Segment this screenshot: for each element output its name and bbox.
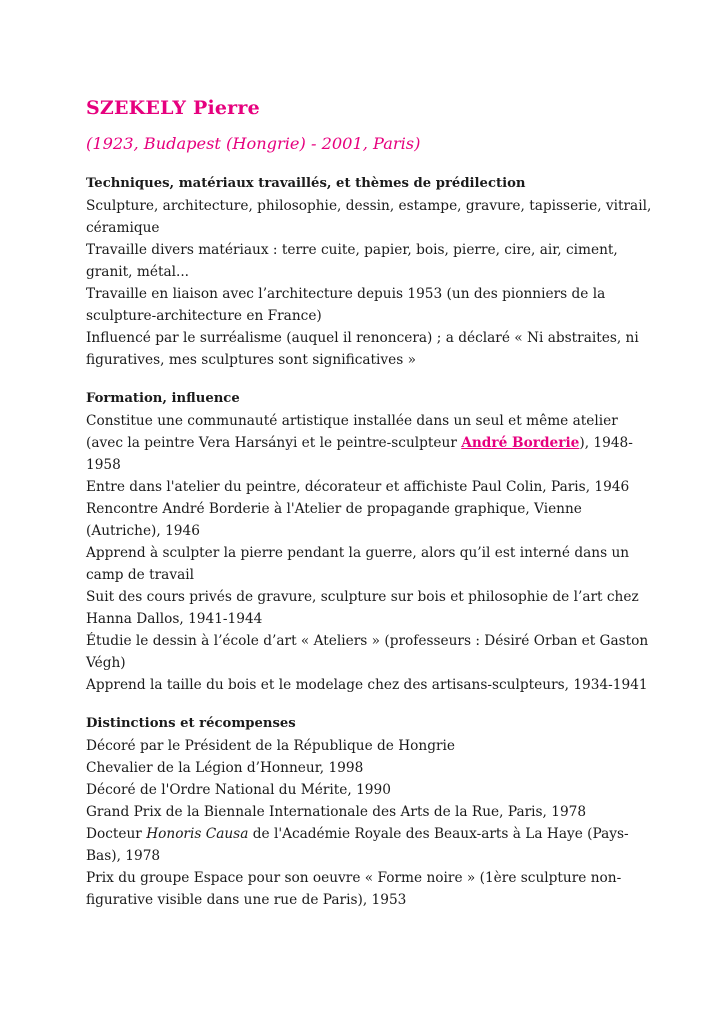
text-line: Prix du groupe Espace pour son oeuvre « Forme noire » (1ère sculpture non- xyxy=(86,870,622,886)
text-line: Suit des cours privés de gravure, sculpture sur bois et philosophie de l’art chez xyxy=(86,589,639,605)
text-line: Chevalier de la Légion d’Honneur, 1998 xyxy=(86,760,364,776)
italic-fragment: Honoris Causa xyxy=(146,826,249,842)
text-line: Constitue une communauté artistique installée dans un seul et même atelier xyxy=(86,413,618,429)
text-fragment: ), 1948- xyxy=(579,435,633,451)
section-techniques xyxy=(86,173,652,371)
text-line: figurative visible dans une rue de Paris), 1953 xyxy=(86,892,407,908)
text-line-with-italic xyxy=(86,823,646,845)
text-fragment: de l'Académie Royale des Beaux-arts à La Haye (Pays- xyxy=(248,826,629,842)
page-title: SZEKELY Pierre xyxy=(86,97,260,119)
text-line-with-link xyxy=(86,432,646,454)
text-line: Entre dans l'atelier du peintre, décorateur et affichiste Paul Colin, Paris, 1946 xyxy=(86,479,630,495)
text-line: Travaille divers matériaux : terre cuite, papier, bois, pierre, cire, air, ciment, xyxy=(86,242,618,258)
section-heading: Formation, influence xyxy=(86,391,240,406)
text-fragment: (avec la peintre Vera Harsányi et le peintre-sculpteur xyxy=(86,435,462,451)
text-line: Influencé par le surréalisme (auquel il renoncera) ; a déclaré « Ni abstraites, ni xyxy=(86,330,639,346)
section-distinctions xyxy=(86,713,646,911)
text-line: Bas), 1978 xyxy=(86,848,161,864)
text-line: figuratives, mes sculptures sont significatives » xyxy=(86,352,416,368)
section-heading: Distinctions et récompenses xyxy=(86,716,296,731)
page-subtitle: (1923, Budapest (Hongrie) - 2001, Paris) xyxy=(86,134,421,153)
text-line: sculpture-architecture en France) xyxy=(86,308,322,324)
section-formation xyxy=(86,388,649,696)
text-line: Sculpture, architecture, philosophie, dessin, estampe, gravure, tapisserie, vitrail, xyxy=(86,198,652,214)
section-heading: Techniques, matériaux travaillés, et thèmes de prédilection xyxy=(86,176,526,191)
text-line: Apprend la taille du bois et le modelage chez des artisans-sculpteurs, 1934-1941 xyxy=(86,677,648,693)
text-line: Végh) xyxy=(86,655,126,671)
text-line: camp de travail xyxy=(86,567,194,583)
andre-borderie-link[interactable]: André Borderie xyxy=(461,435,580,451)
text-line: Décoré de l'Ordre National du Mérite, 1990 xyxy=(86,782,391,798)
text-line: Décoré par le Président de la République de Hongrie xyxy=(86,738,456,754)
text-line: Hanna Dallos, 1941-1944 xyxy=(86,611,263,627)
text-fragment: Docteur xyxy=(86,826,147,842)
text-line: 1958 xyxy=(86,457,121,473)
text-line: (Autriche), 1946 xyxy=(86,523,200,539)
text-line: Étudie le dessin à l’école d’art « Ateliers » (professeurs : Désiré Orban et Gaston xyxy=(86,633,649,649)
text-line: Grand Prix de la Biennale Internationale des Arts de la Rue, Paris, 1978 xyxy=(86,804,587,820)
document-page xyxy=(86,94,652,911)
text-line: Rencontre André Borderie à l'Atelier de propagande graphique, Vienne xyxy=(86,501,582,517)
text-line: céramique xyxy=(86,220,160,236)
text-line: Travaille en liaison avec l’architecture depuis 1953 (un des pionniers de la xyxy=(86,286,606,302)
text-line: Apprend à sculpter la pierre pendant la guerre, alors qu’il est interné dans un xyxy=(86,545,630,561)
text-line: granit, métal... xyxy=(86,264,190,280)
